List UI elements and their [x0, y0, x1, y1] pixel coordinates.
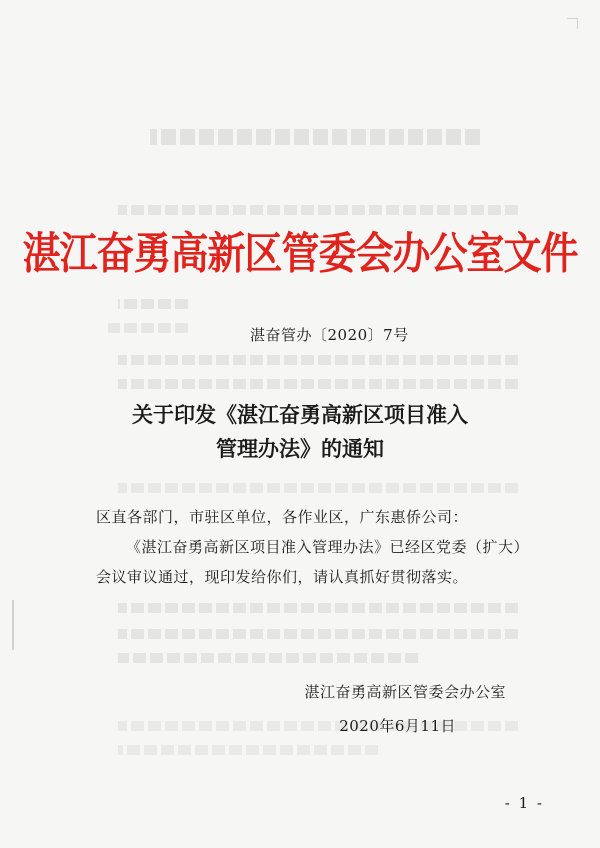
- notice-title-line-1: 关于印发《湛江奋勇高新区项目准入: [132, 402, 468, 427]
- scan-edge-mark: [12, 600, 14, 650]
- recipients-line: 区直各部门，市驻区单位，各作业区，广东惠侨公司：: [96, 508, 469, 526]
- signature-block: [304, 675, 506, 743]
- issue-date: 2020年6月11日: [339, 717, 456, 735]
- bleed-through-decoration: [150, 126, 480, 148]
- bleed-through-decoration: [98, 198, 518, 215]
- bleed-through-decoration: [98, 622, 518, 639]
- issuing-office: 湛江奋勇高新区管委会办公室: [304, 683, 506, 701]
- notice-title-line-2: 管理办法》的通知: [216, 436, 384, 461]
- page-number: - 1 -: [504, 794, 544, 812]
- bleed-through-decoration: [98, 596, 518, 613]
- body-paragraph-line-2: 会议审议通过，现印发给你们，请认真抓好贯彻落实。: [96, 568, 469, 586]
- notice-title: [0, 398, 600, 466]
- bleed-through-decoration: [98, 348, 518, 365]
- bleed-through-decoration: [98, 476, 518, 493]
- bleed-through-decoration: [98, 292, 518, 309]
- document-number: 湛奋管办〔2020〕7号: [250, 326, 409, 344]
- document-header-title: 湛江奋勇高新区管委会办公室文件: [22, 227, 578, 279]
- body-paragraph-line-1: 《湛江奋勇高新区项目准入管理办法》已经区党委（扩大）: [126, 538, 530, 556]
- notice-body: [96, 502, 536, 592]
- bleed-through-decoration: [98, 646, 518, 663]
- bleed-through-decoration: [98, 372, 518, 389]
- scan-corner-mark: [567, 18, 578, 29]
